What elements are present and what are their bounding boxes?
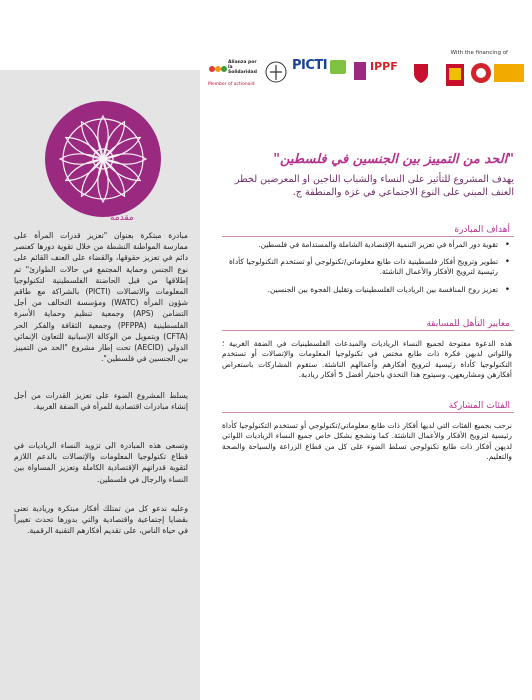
- ippf-logo: [370, 60, 410, 88]
- sidebar-paragraph-3: وتسعى هذه المبادرة الى تزويد النساء الرياديات في قطاع تكنولوجيا المعلومات والإتصالات بالدعم اللازم لتقوية قدراتهم الإقتصادية الكاملة وتعزيز المساواة بين النساء والرجال في فلسطين.: [14, 441, 188, 484]
- categories-text: نرحب بجميع الفئات التي لديها أفكار ذات طابع معلوماتي/تكنولوجي أو تستخدم التكنولوجيا كأداة رئيسية لترويج الأفكار والأعمال الناشئة. كما ونشجع بشكل خاص جميع النساء الرياديات اللواتي لديهن أفكار ذات طابع تكنولوجي تسلط الضوء على كل من قطاع الزراعة والسياحة والصحة والتعليم.: [222, 421, 512, 462]
- section-categories-title: الفئات المشاركة: [448, 401, 510, 411]
- section-categories-header: [222, 398, 514, 413]
- sidebar-title: مقدمة: [110, 213, 134, 223]
- section-eligibility-header: [222, 316, 514, 331]
- picti-text: PICTI: [292, 58, 328, 73]
- section-objectives-header: [222, 222, 514, 237]
- section-eligibility-title: معايير التأهل للمسابقة: [426, 319, 510, 329]
- sidebar-paragraph-1: مبادرة مبتكرة بعنوان "تعزيز قدرات المرأة على ممارسة المواطنة النشطة من خلال تقوية دورها كعنصر دائم في تعزيز حقوقها، والقضاء على العنف القائم على نوع الجنس وحماية المجتمع في حالات الطوارئ" تم إطلاقها من قبل الحاضنة الفلسطينية لتكنولوجيا المعلومات والاتصالات (PICTI) بالشراكة مع طاقم شؤون المرأة (WATC) ومؤسسة التحالف من أجل التضامن (APS) وجمعية تنظيم وحماية الأسرة الفلسطينية (PFPPA) وجمعية الثقافة والفكر الحر (CFTA) وبتمويل من الوكالة الإسبانية للتعاون الإنمائي الدولي (AECID) تحت إطار مشروع "الحد من التمييز بين الجنسين في فلسطين".: [14, 231, 188, 364]
- crest-logo: [412, 62, 430, 84]
- list-item: • تقوية دور المرأة في تعزيز التنمية الإقتصادية الشاملة والمستدامة في فلسطين.: [222, 240, 512, 250]
- sidebar-paragraph-2: يسلط المشروع الضوء على تعزيز القدرات من أجل إنشاء مبادرات اقتصادية للمرأة في الضفة الغربية.: [14, 391, 188, 412]
- sidebar-paragraph-4: وعليه ندعو كل من تمتلك أفكار مبتكرة وريادية تعنى بقضايا إجتماعية واقتصادية والتي بدورها تحدث تغييراً في حياة الناس، على تقديم أفكارهم التقنية الرقمية.: [14, 504, 188, 536]
- ippf-text: IPPF: [370, 60, 398, 73]
- partner-logo: [352, 60, 368, 82]
- objectives-list: [222, 240, 512, 302]
- actionaid-text: Member of actionaid: [208, 82, 255, 87]
- list-item: • تعزيز روح المنافسة بين الرياديات الفلسطينيات وتقليل الفجوة بين الجنسين.: [222, 285, 512, 295]
- list-item: • تطوير وترويج أفكار فلسطينية ذات طابع معلوماتي/تكنولوجي أو تستخدم التكنولوجيا كأداة رئيسية لترويج الأفكار والأعمال الناشئة.: [222, 257, 512, 277]
- picti-logo: [292, 58, 350, 88]
- aecid-text-logo: [494, 64, 524, 84]
- eligibility-text: هذه الدعوة مفتوحة لجميع النساء الرياديات والمبدعات الفلسطينيات في الضفة الغربية ؛ واللواتي لديهن فكرة ذات طابع مختص في تكنولوجيا المعلومات والإتصالات أو تستخدم التكنولوجيا كأداة رئيسية لترويج أفكارهم وأعمالهم الناشئة. ستقوم المشاركات باستعراض أفكارهن ومشاريعهن، وسيتوج هذا التحدي باختيار أفضل 5 أفكار ريادية.: [222, 339, 512, 380]
- scales-logo: [264, 60, 288, 88]
- aecid-logo: [470, 62, 492, 84]
- headline: "الحد من التمييز بين الجنسين في فلسطين": [273, 152, 514, 167]
- lotus-emblem-icon: [44, 100, 162, 218]
- alianza-text: Alianza por la Solidaridad: [228, 60, 257, 75]
- alianza-logo: [206, 60, 258, 92]
- section-objectives-title: أهداف المبادرة: [454, 225, 510, 235]
- intro-text: يهدف المشروع للتأثير على النساء والشباب الناجين او المعرضين لخطر العنف المبني على النوع الاجتماعي في غزة والمنطقة ج.: [234, 174, 514, 198]
- spain-coat-logo: [442, 62, 468, 88]
- financing-label: With the financing of: [450, 50, 508, 56]
